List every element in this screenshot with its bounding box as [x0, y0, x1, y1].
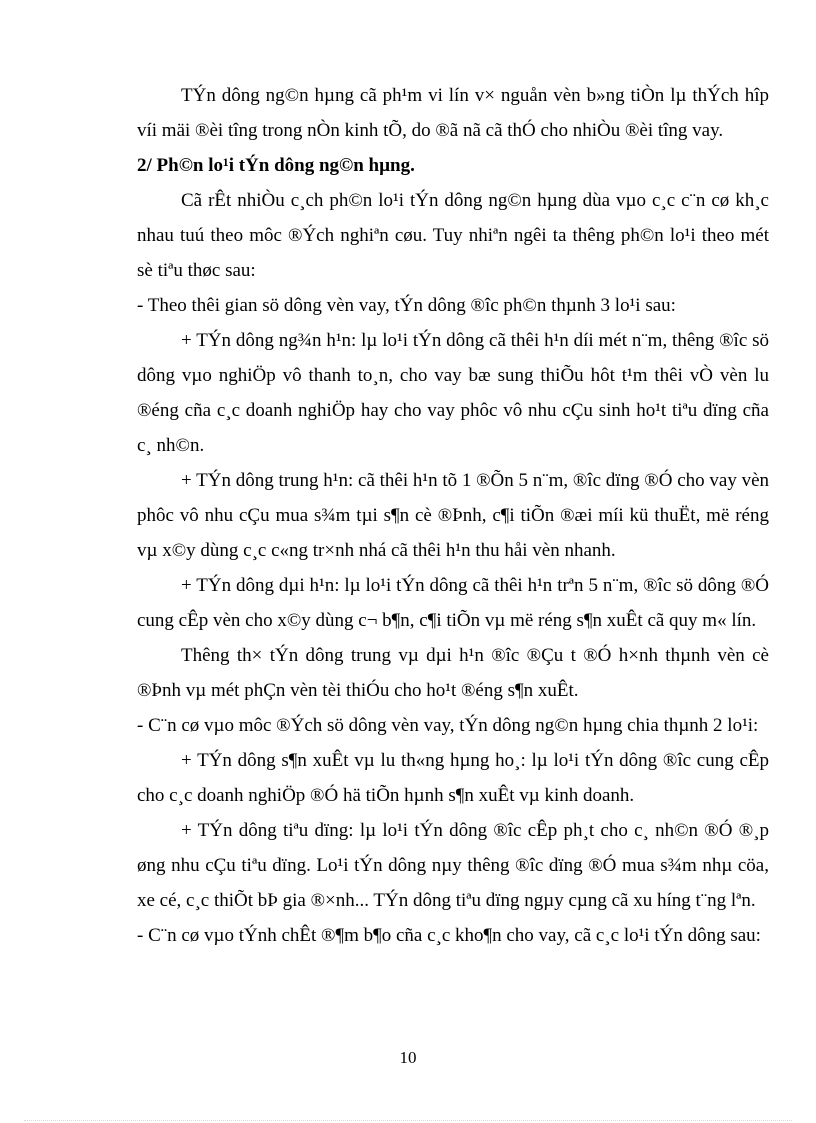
paragraph-intro: TÝn dông ng©n hµng cã ph¹m vi lín v× nguån vèn b»ng tiÒn lµ thÝch hîp víi mäi ®èi tîng trong nÒn kinh tÕ, do ®ã nã cã thÓ cho nhiÒu ®èi tîng vay.: [137, 85, 769, 141]
paragraph-term-note: Thêng th× tÝn dông trung vµ dµi h¹n ®îc ®Çu t ®Ó h×nh thµnh vèn cè ®Þnh vµ mét phÇn vèn tèi thiÓu cho ho¹t ®éng s¶n xuÊt.: [137, 645, 769, 701]
section-heading: 2/ Ph©n lo¹i tÝn dông ng©n hµng.: [137, 155, 415, 176]
document-body: [137, 78, 769, 953]
sub-item-production: + TÝn dông s¶n xuÊt vµ lu th«ng hµng ho¸: lµ lo¹i tÝn dông ®îc cung cÊp cho c¸c doanh nghiÖp ®Ó hä tiÕn hµnh s¶n xuÊt vµ kinh doanh.: [137, 750, 769, 806]
sub-item-consumer: + TÝn dông tiªu dïng: lµ lo¹i tÝn dông ®îc cÊp ph¸t cho c¸ nh©n ®Ó ®¸p øng nhu cÇu tiªu dïng. Lo¹i tÝn dông nµy thêng ®îc dïng ®Ó mua s¾m nhµ cöa, xe cé, c¸c thiÕt bÞ gia ®×nh... TÝn dông tiªu dïng ngµy cµng cã xu híng t¨ng lªn.: [137, 820, 769, 911]
sub-item-short-term: + TÝn dông ng¾n h¹n: lµ lo¹i tÝn dông cã thêi h¹n díi mét n¨m, thêng ®îc sö dông vµo nghiÖp vô thanh to¸n, cho vay bæ sung thiÕu hôt t¹m thêi vÒ vèn lu ®éng cña c¸c doanh nghiÖp hay cho vay phôc vô nhu cÇu sinh ho¹t tiªu dïng cña c¸ nh©n.: [137, 330, 769, 456]
page-bottom-divider: [24, 1120, 792, 1121]
page-number: 10: [399, 1048, 417, 1067]
sub-item-long-term: + TÝn dông dµi h¹n: lµ lo¹i tÝn dông cã thêi h¹n trªn 5 n¨m, ®îc sö dông ®Ó cung cÊp vèn cho x©y dùng c¬ b¶n, c¶i tiÕn vµ më réng s¶n xuÊt cã quy m« lín.: [137, 575, 769, 631]
list-item-by-collateral: - C¨n cø vµo tÝnh chÊt ®¶m b¶o cña c¸c kho¶n cho vay, cã c¸c lo¹i tÝn dông sau:: [137, 925, 761, 946]
list-item-by-purpose: - C¨n cø vµo môc ®Ých sö dông vèn vay, tÝn dông ng©n hµng chia thµnh 2 lo¹i:: [137, 715, 759, 736]
sub-item-medium-term: + TÝn dông trung h¹n: cã thêi h¹n tõ 1 ®Õn 5 n¨m, ®îc dïng ®Ó cho vay vèn phôc vô nhu cÇu mua s¾m tµi s¶n cè ®Þnh, c¶i tiÕn ®æi míi kü thuËt, më réng vµ x©y dùng c¸c c«ng tr×nh nhá cã thêi h¹n thu håi vèn nhanh.: [137, 470, 770, 561]
paragraph-classification: Cã rÊt nhiÒu c¸ch ph©n lo¹i tÝn dông ng©n hµng dùa vµo c¸c c¨n cø kh¸c nhau tuú theo môc ®Ých nghiªn cøu. Tuy nhiªn ngêi ta thêng ph©n lo¹i theo mét sè tiªu thøc sau:: [137, 190, 769, 281]
list-item-by-term: - Theo thêi gian sö dông vèn vay, tÝn dông ®îc ph©n thµnh 3 lo¹i sau:: [137, 295, 676, 316]
